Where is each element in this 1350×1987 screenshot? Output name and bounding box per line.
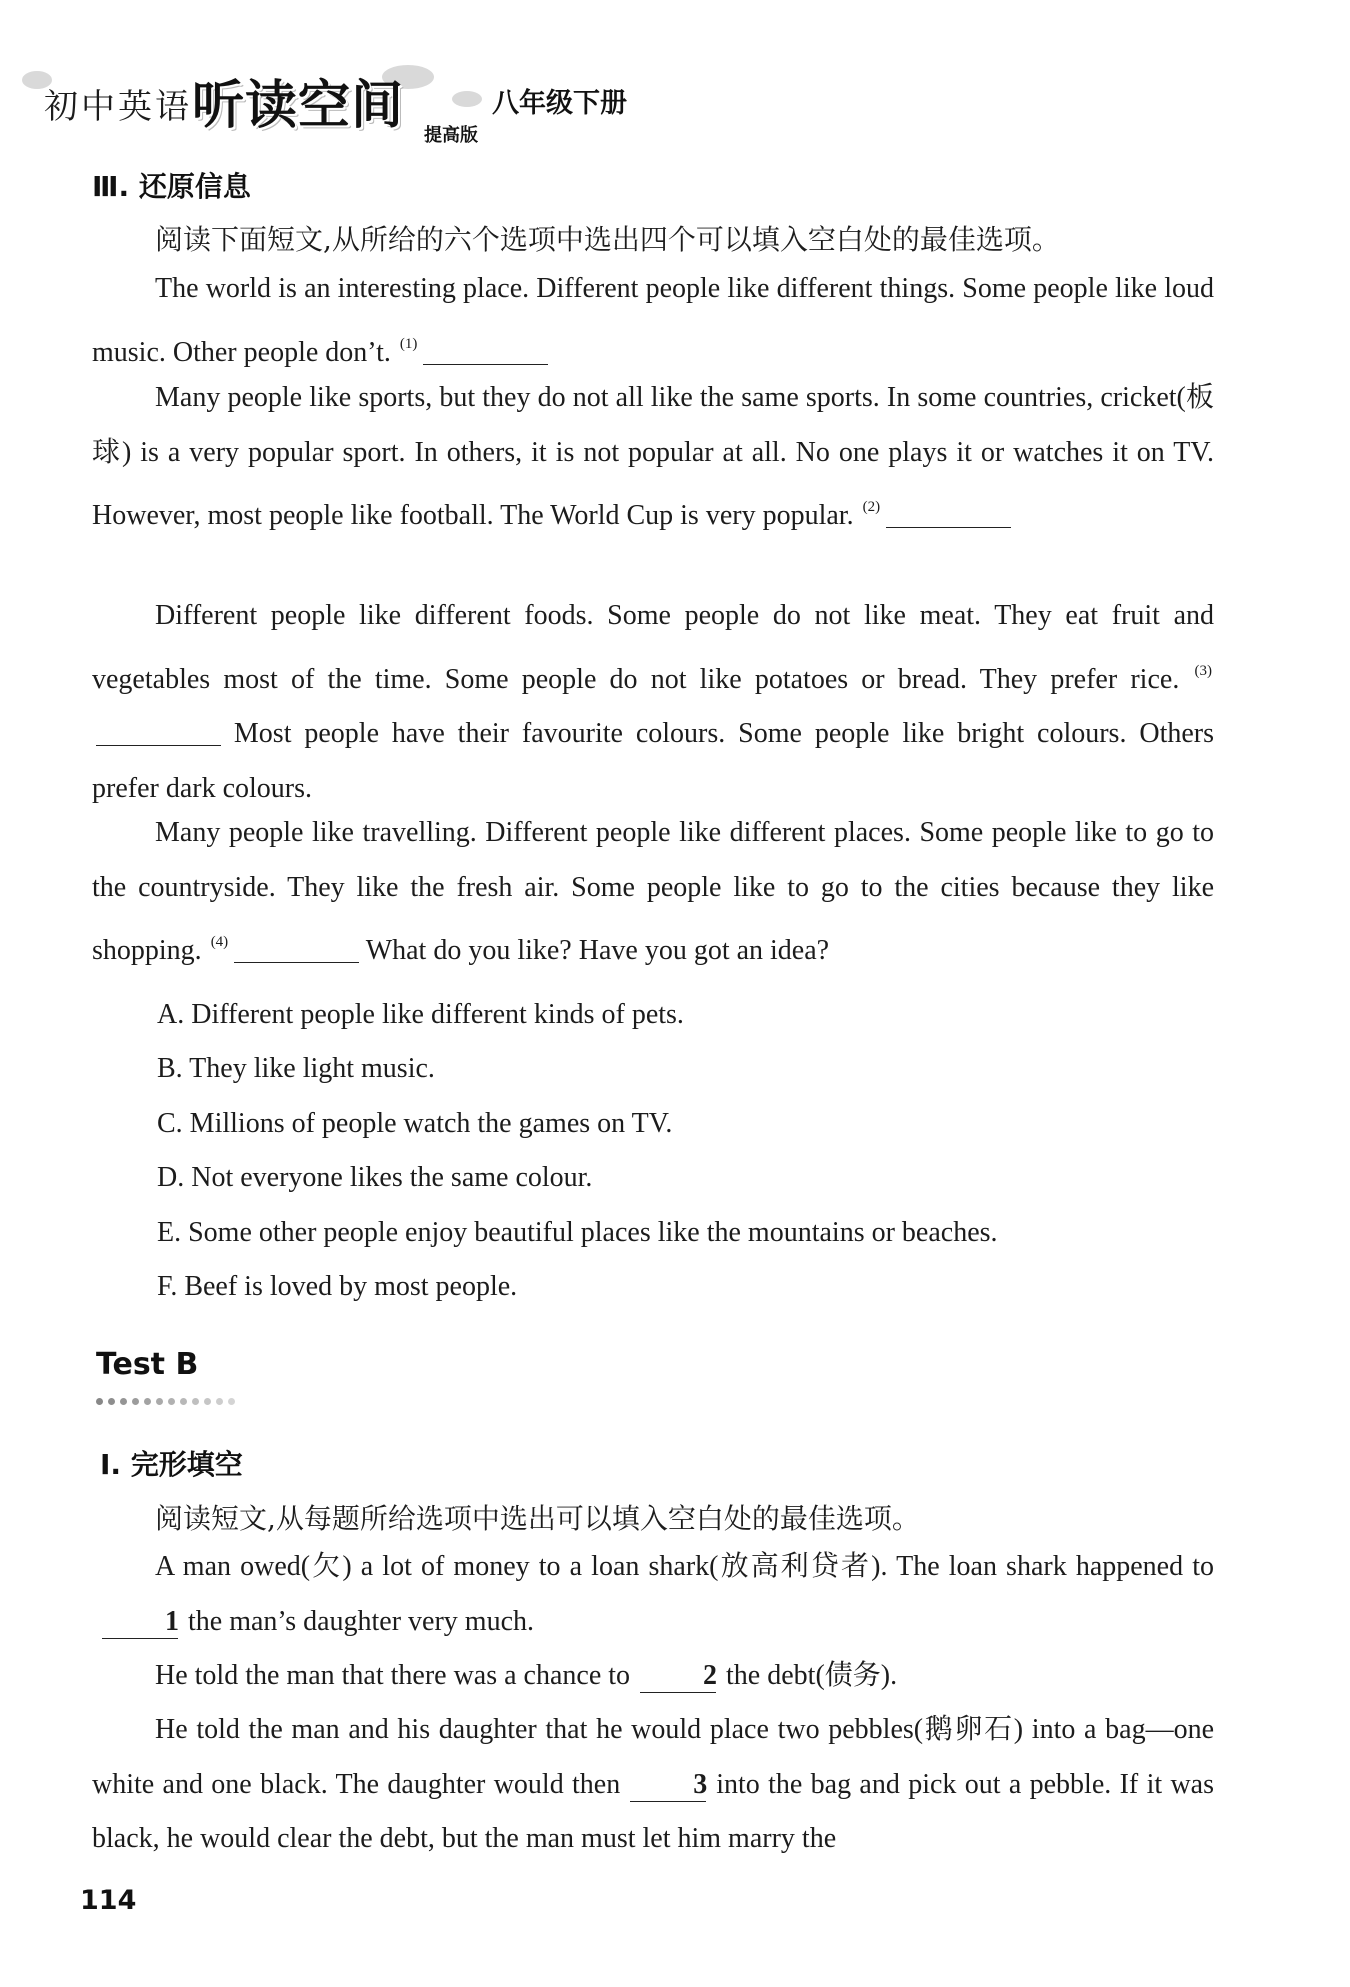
book-title: 初中英语: [44, 87, 192, 127]
page-header: [22, 55, 722, 145]
passage-paragraph-2: [92, 371, 1214, 544]
passage-text: A man owed(欠) a lot of money to a loan shark(放高利贷者). The loan shark happened to: [155, 1551, 1214, 1582]
passage-text: Different people like different foods. Some people do not like meat. They eat fruit and vegetables most of the time. Some people do not like potatoes or bread. They prefer rice.: [92, 600, 1214, 695]
blank-number: (4): [210, 934, 229, 950]
section-3-instruction: 阅读下面短文,从所给的六个选项中选出四个可以填入空白处的最佳选项。: [155, 223, 1060, 256]
dotted-divider: [96, 1392, 276, 1402]
cloze-paragraph-1: [92, 1540, 1214, 1649]
passage-text: the man’s daughter very much.: [188, 1605, 535, 1637]
blank-number: (1): [399, 335, 418, 352]
answer-blank[interactable]: [886, 507, 1011, 528]
section-3-title: Ⅲ. 还原信息: [92, 170, 251, 203]
cloze-paragraph-2: [92, 1649, 1214, 1704]
option-e: E. Some other people enjoy beautiful places like the mountains or beaches.: [157, 1216, 998, 1248]
cloze-blank-1[interactable]: 1: [102, 1606, 178, 1639]
passage-text: Many people like sports, but they do not all like the same sports. In some countries, cricket(板球) is a very popular sport. In others, it is not popular at all. No one plays it or watches it on TV. However, most people like football. The World Cup is very popular.: [92, 382, 1214, 531]
cloze-blank-2[interactable]: 2: [640, 1660, 716, 1693]
series-title: 听读空间: [192, 76, 405, 136]
answer-options: [157, 988, 998, 1314]
passage-text: He told the man that there was a chance to: [155, 1660, 631, 1691]
cloud-decoration-icon: [452, 91, 482, 107]
test-b-title: Test B: [96, 1347, 199, 1382]
passage-paragraph-3: [92, 589, 1214, 816]
option-c: C. Millions of people watch the games on TV.: [157, 1107, 673, 1139]
option-b: B. They like light music.: [157, 1053, 435, 1085]
passage-text: into the bag and pick out a pebble. If it was black, he would clear the debt, but the man must let him marry the: [92, 1768, 1215, 1854]
test-b-instruction: 阅读短文,从每题所给选项中选出可以填入空白处的最佳选项。: [155, 1502, 920, 1535]
edition-label: 提高版: [424, 125, 478, 146]
test-b-section-1-title: Ⅰ. 完形填空: [100, 1448, 243, 1481]
passage-paragraph-1: [92, 262, 1214, 380]
option-f: F. Beef is loved by most people.: [157, 1271, 518, 1303]
passage-text: What do you like? Have you got an idea?: [365, 935, 830, 966]
blank-number: (3): [1194, 662, 1213, 679]
grade-label: 八年级下册: [492, 88, 627, 119]
option-a: A. Different people like different kinds of pets.: [157, 999, 684, 1030]
passage-text: the debt(债务).: [726, 1660, 898, 1691]
passage-text: The world is an interesting place. Different people like different things. Some people like loud music. Other people don’t.: [92, 273, 1214, 368]
answer-blank[interactable]: [234, 942, 359, 963]
answer-blank[interactable]: [96, 725, 221, 746]
passage-text: Most people have their favourite colours. Some people like bright colours. Others prefer dark colours.: [92, 718, 1214, 804]
blank-number: (2): [862, 499, 881, 515]
cloze-blank-3[interactable]: 3: [630, 1769, 706, 1802]
passage-text: Many people like travelling. Different people like different places. Some people like to go to the countryside. They like the fresh air. Some people like to go to the cities because they like shopping.: [92, 817, 1214, 966]
cloze-paragraph-3: [92, 1703, 1214, 1867]
passage-text: He told the man and his daughter that he would place two pebbles(鹅卵石) into a bag—one white and one black. The daughter would then: [92, 1714, 1214, 1800]
passage-paragraph-4: [92, 806, 1214, 979]
page-number: 114: [80, 1885, 137, 1916]
answer-blank[interactable]: [423, 344, 548, 365]
option-d: D. Not everyone likes the same colour.: [157, 1162, 593, 1194]
